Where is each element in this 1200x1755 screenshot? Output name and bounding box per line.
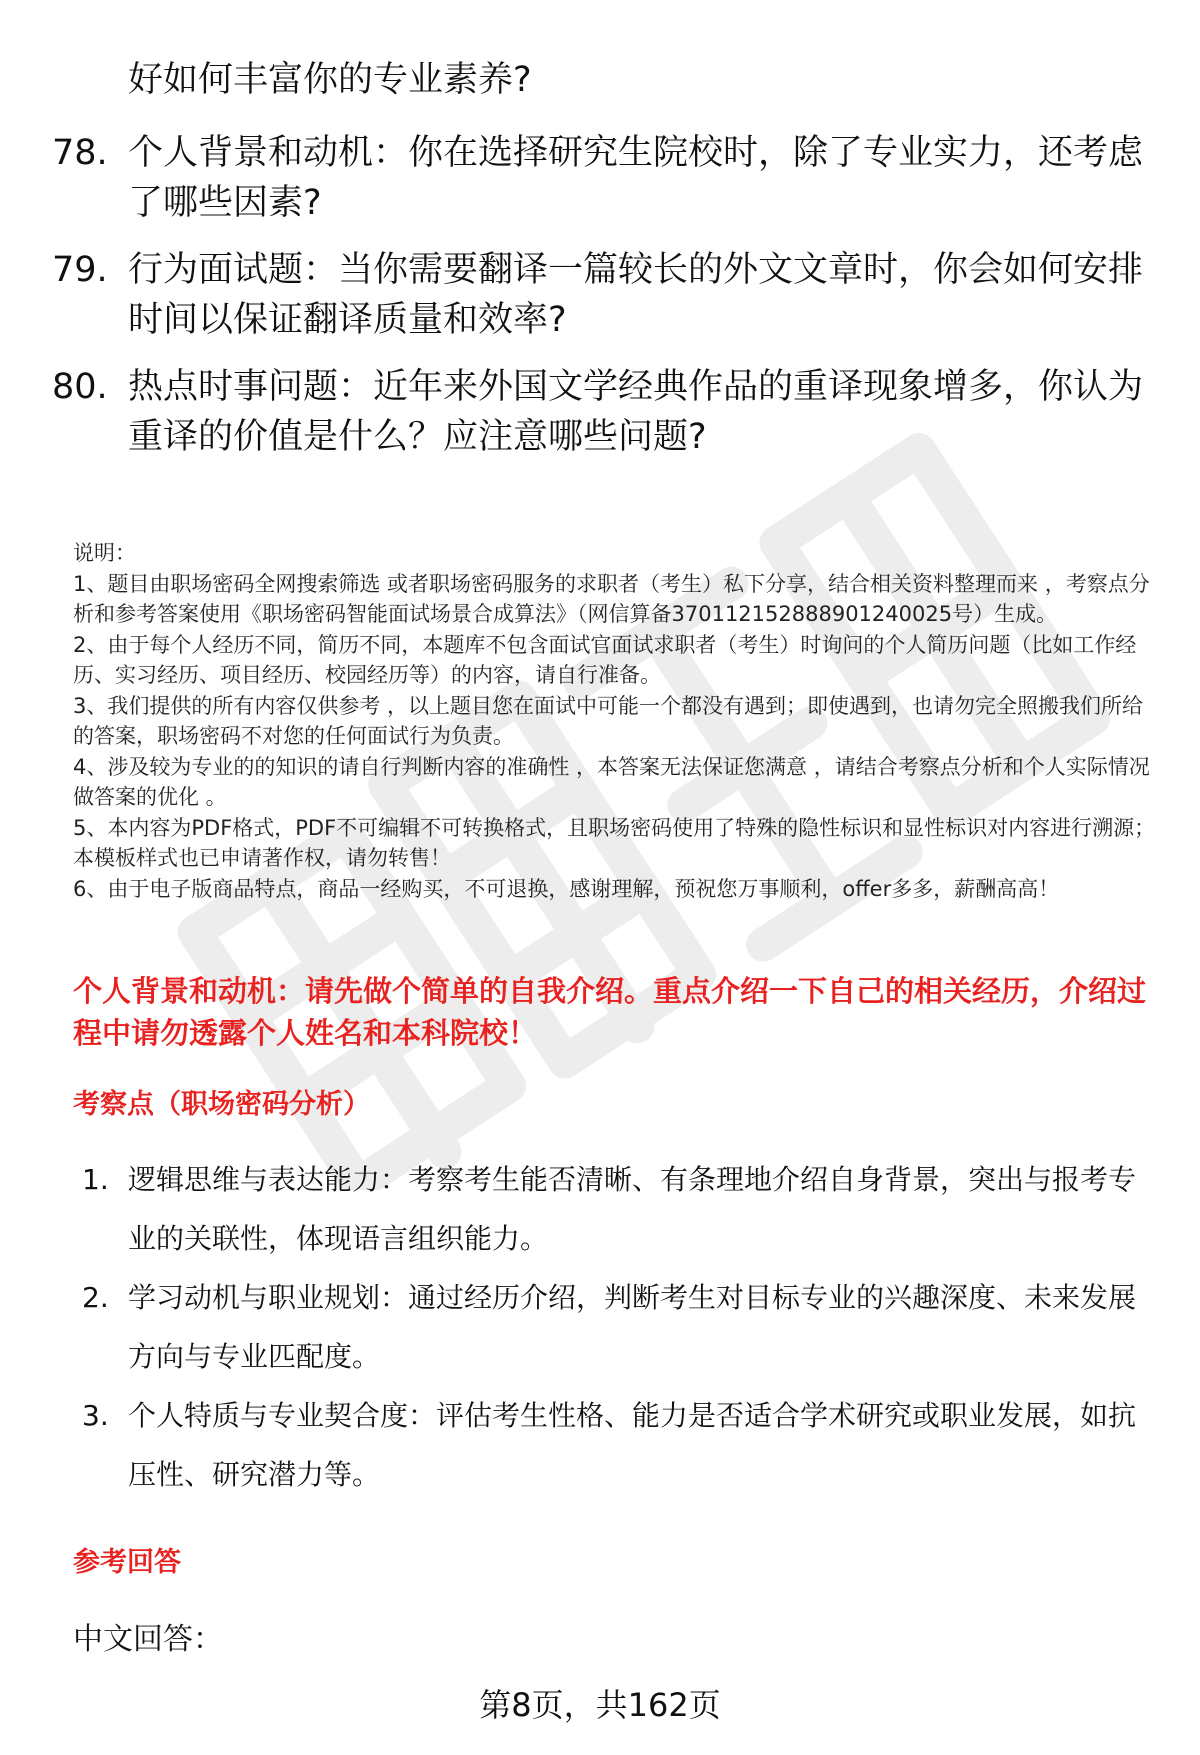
question-number: 80. — [52, 367, 108, 407]
question-text: 个人背景和动机：你在选择研究生院校时，除了专业实力，还考虑了哪些因素? — [128, 133, 1144, 223]
note-item: 5、本内容为PDF格式，PDF不可编辑不可转换格式，且职场密码使用了特殊的隐性标识和显性标识对内容进行溯源；本模板样式也已申请著作权，请勿转售！ — [73, 815, 1156, 870]
note-item: 4、涉及较为专业的的知识的请自行判断内容的准确性 ，本答案无法保证您满意 ，请结合考察点分析和个人实际情况做答案的优化 。 — [73, 754, 1150, 809]
analysis-heading: 考察点（职场密码分析） — [73, 1089, 370, 1120]
note-item: 1、题目由职场密码全网搜索筛选 或者职场密码服务的求职者（考生）私下分享，结合相关资料整理而来 ，考察点分析和参考答案使用《职场密码智能面试场景合成算法》（网信算备370112152888901240025号）生成。 — [73, 571, 1150, 626]
list-item — [80, 1386, 1160, 1504]
page-number: 第8页，共162页 — [479, 1686, 721, 1724]
question-77-continuation: 好如何丰富你的专业素养? — [128, 60, 532, 100]
question-text: 行为面试题：当你需要翻译一篇较长的外文文章时，你会如何安排时间以保证翻译质量和效率? — [128, 250, 1144, 340]
notes-title: 说明： — [73, 541, 136, 565]
reference-heading: 参考回答 — [73, 1547, 181, 1578]
point-number: 1. — [82, 1163, 109, 1196]
question-item — [52, 245, 1162, 345]
disclaimer-notes — [73, 538, 1163, 904]
list-item — [80, 1150, 1160, 1268]
question-text: 热点时事问题：近年来外国文学经典作品的重译现象增多，你认为重译的价值是什么？应注意哪些问题? — [128, 367, 1144, 457]
question-item — [52, 128, 1162, 228]
current-question-title: 个人背景和动机：请先做个简单的自我介绍。重点介绍一下自己的相关经历，介绍过程中请勿透露个人姓名和本科院校！ — [73, 974, 1147, 1050]
analysis-points — [80, 1150, 1160, 1504]
note-item: 6、由于电子版商品特点，商品一经购买，不可退换，感谢理解，预祝您万事顺利，offer多多，薪酬高高！ — [73, 876, 1060, 901]
point-text: 个人特质与专业契合度：评估考生性格、能力是否适合学术研究或职业发展，如抗压性、研究潜力等。 — [128, 1399, 1137, 1491]
list-item — [80, 1268, 1160, 1386]
point-number: 3. — [82, 1399, 109, 1432]
chinese-answer-label: 中文回答： — [73, 1622, 223, 1657]
question-item — [52, 362, 1162, 462]
point-text: 逻辑思维与表达能力：考察考生能否清晰、有条理地介绍自身背景，突出与报考专业的关联性，体现语言组织能力。 — [128, 1163, 1137, 1255]
note-item: 3、我们提供的所有内容仅供参考 ，以上题目您在面试中可能一个都没有遇到；即使遇到，也请勿完全照搬我们所给的答案，职场密码不对您的任何面试行为负责。 — [73, 693, 1144, 748]
note-item: 2、由于每个人经历不同，简历不同，本题库不包含面试官面试求职者（考生）时询问的个人简历问题（比如工作经历、实习经历、项目经历、校园经历等）的内容，请自行准备。 — [73, 632, 1137, 687]
point-number: 2. — [82, 1281, 109, 1314]
question-number: 79. — [52, 250, 108, 290]
question-number: 78. — [52, 133, 108, 173]
point-text: 学习动机与职业规划：通过经历介绍，判断考生对目标专业的兴趣深度、未来发展方向与专业匹配度。 — [128, 1281, 1137, 1373]
